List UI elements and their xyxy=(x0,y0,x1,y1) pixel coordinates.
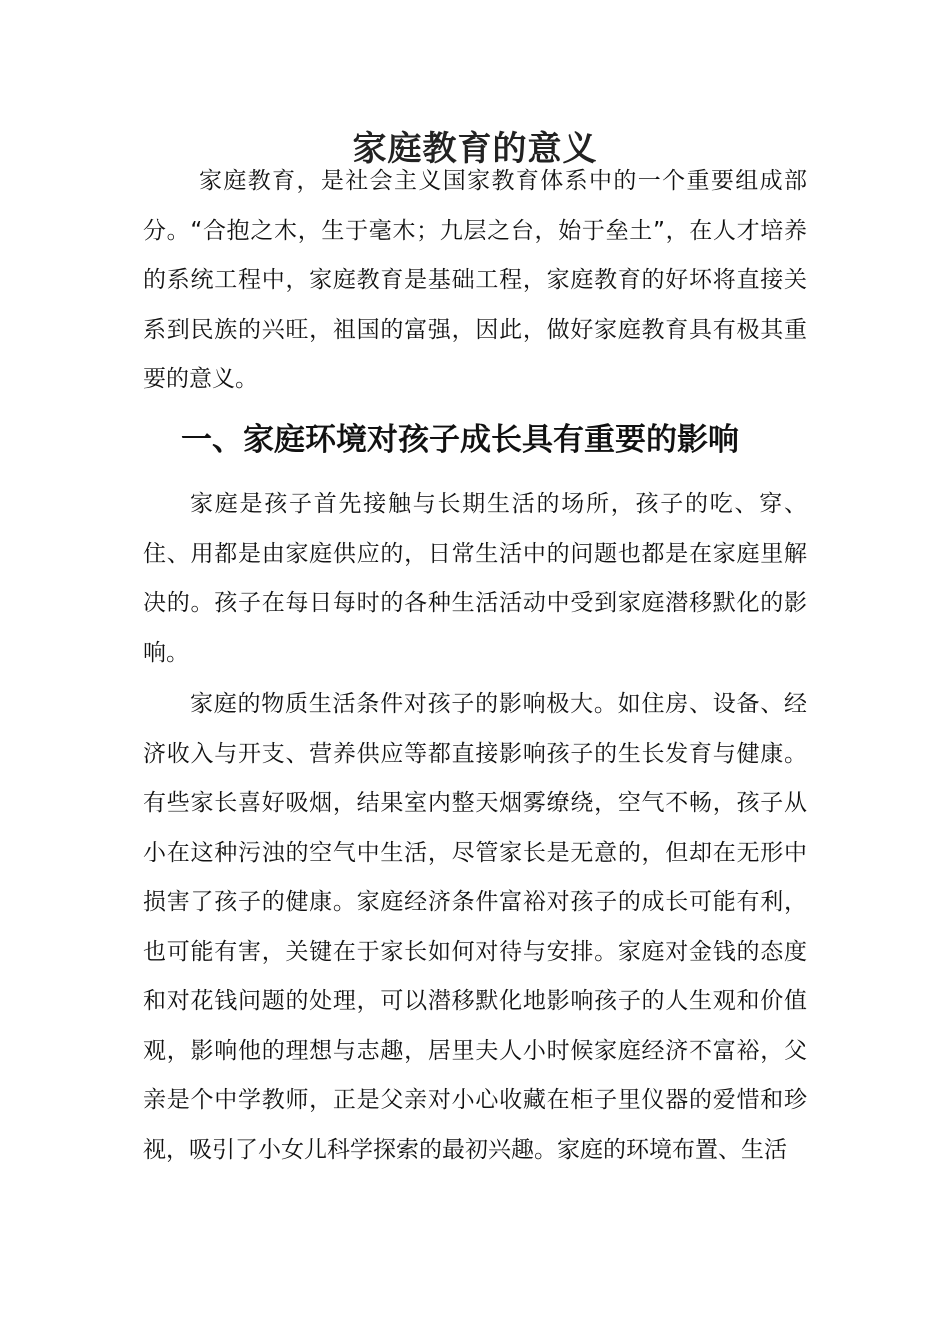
section-heading: 一、家庭环境对孩子成长具有重要的影响 xyxy=(181,422,739,458)
section-paragraph-2: 家庭的物质生活条件对孩子的影响极大。如住房、设备、经济收入与开支、营养供应等都直接影响孩子的生长发育与健康。有些家长喜好吸烟，结果室内整天烟雾缭绕，空气不畅，孩子从小在这种污浊的空气中生活，尽管家长是无意的，但却在无形中损害了孩子的健康。家庭经济条件富裕对孩子的成长可能有利，也可能有害，关键在于家长如何对待与安排。家庭对金钱的态度和对花钱问题的处理，可以潜移默化地影响孩子的人生观和价值观，影响他的理想与志趣，居里夫人小时候家庭经济不富裕，父亲是个中学教师，正是父亲对小心收藏在柜子里仪器的爱惜和珍视，吸引了小女儿科学探索的最初兴趣。家庭的环境布置、生活 xyxy=(143,691,807,1163)
section-paragraph-1: 家庭是孩子首先接触与长期生活的场所，孩子的吃、穿、住、用都是由家庭供应的，日常生活中的问题也都是在家庭里解决的。孩子在每日每时的各种生活活动中受到家庭潜移默化的影响。 xyxy=(143,491,807,666)
intro-paragraph: 家庭教育，是社会主义国家教育体系中的一个重要组成部分。“合抱之木，生于毫木；九层之台，始于垒土”，在人才培养的系统工程中，家庭教育是基础工程，家庭教育的好坏将直接关系到民族的兴旺，祖国的富强，因此，做好家庭教育具有极其重要的意义。 xyxy=(143,168,807,392)
document-title: 家庭教育的意义 xyxy=(352,128,598,169)
